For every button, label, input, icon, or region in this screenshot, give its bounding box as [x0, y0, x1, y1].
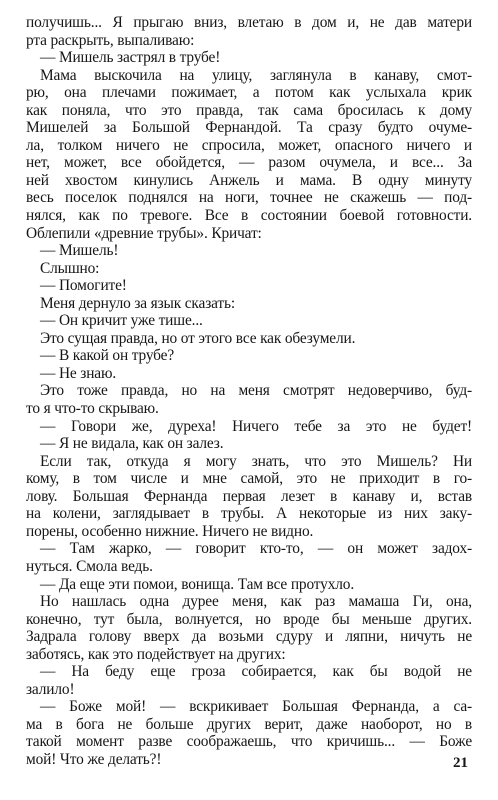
text-line: Меня дернуло за язык сказать: — [40, 294, 235, 312]
text-line: — Я не видала, как он залез. — [40, 435, 224, 453]
text-line: Это тоже правда, но на меня смотрят недоверчиво, буд- — [40, 382, 472, 400]
text-line: весь поселок поднялся на ноги, точнее не скажешь — под- — [26, 189, 472, 207]
text-line: — Не знаю. — [40, 364, 117, 382]
text-line: нялся, как по тревоге. Все в состоянии боевой готовности. — [26, 207, 472, 225]
text-line: — Он кричит уже тише... — [40, 312, 203, 330]
text-line: заботясь, как это подействует на других: — [26, 645, 286, 663]
text-line: порены, особенно нижние. Ничего не видно. — [26, 522, 314, 540]
text-line: конечно, тут была, волнуется, но вроде бы меньше других. — [26, 610, 472, 628]
text-line: ма в бога не больше других верит, даже наоборот, но в — [26, 715, 472, 733]
text-line: — На беду еще гроза собирается, как бы водой не — [40, 663, 472, 681]
text-line: рю, она плечами пожимает, а потом как услыхала крик — [26, 84, 472, 102]
text-line: Мишелей за Большой Фернандой. Та сразу будто очуме- — [26, 119, 472, 137]
page-body-text — [26, 14, 472, 769]
text-line: Облепили «древние трубы». Кричат: — [26, 224, 262, 242]
text-line: Если так, откуда я могу знать, что это Мишель? Ни — [40, 452, 472, 470]
text-line: Но нашлась одна дурее меня, как раз мамаша Ги, она, — [40, 593, 472, 611]
text-line: ла, толком ничего не спросила, может, опасного ничего и — [26, 136, 472, 154]
text-line: — Мишель! — [40, 242, 119, 260]
page-number: 21 — [453, 755, 468, 771]
text-line: — Помогите! — [40, 277, 127, 295]
text-line: получишь... Я прыгаю вниз, влетаю в дом и, не дав матери — [26, 14, 472, 31]
text-line: то я что-то скрываю. — [26, 400, 159, 418]
text-line: Слышно: — [40, 259, 100, 277]
text-line: — Говори же, дуреха! Ничего тебе за это не будет! — [40, 417, 472, 435]
text-line: такой момент разве соображаешь, что кричишь... — Боже — [26, 733, 472, 751]
text-line: залило! — [26, 680, 75, 698]
text-line: мой! Что же делать?! — [26, 750, 162, 768]
text-line: Задрала голову вверх да возьми сдуру и ляпни, ничуть не — [26, 628, 472, 646]
text-line: Это сущая правда, но от этого все как обезумели. — [40, 329, 356, 347]
text-line: на колени, заглядывает в трубы. А некоторые из них заку- — [26, 505, 472, 523]
text-line: — Мишель застрял в трубе! — [40, 49, 221, 67]
text-line: — Да еще эти помои, вонища. Там все протухло. — [40, 575, 355, 593]
text-line: — Боже мой! — вскрикивает Большая Фернанда, а са- — [40, 698, 472, 716]
text-line: рта раскрыть, выпаливаю: — [26, 31, 195, 49]
text-line: Мама выскочила на улицу, заглянула в канаву, смот- — [40, 66, 472, 84]
text-line: ней хвостом кинулись Анжель и мама. В одну минуту — [26, 171, 472, 189]
text-line: — Там жарко, — говорит кто-то, — он может задох- — [40, 540, 472, 558]
text-line: как поняла, что это правда, так сама бросилась к дому — [26, 101, 472, 119]
text-line: — В какой он трубе? — [40, 347, 175, 365]
text-line: нуться. Смола ведь. — [26, 557, 153, 575]
text-line: лову. Большая Фернанда первая лезет в канаву и, встав — [26, 487, 472, 505]
text-line: кому, в том числе и мне самой, это не приходит в го- — [26, 470, 472, 488]
text-line: нет, может, все обойдется, — разом очумела, и все... За — [26, 154, 472, 172]
